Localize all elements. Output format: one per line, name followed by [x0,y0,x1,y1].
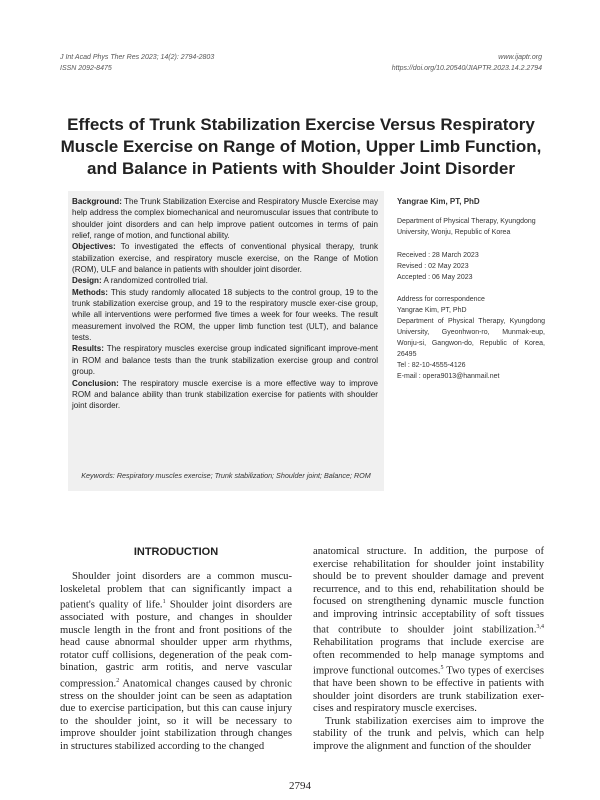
author-affiliation: Department of Physical Therapy, Kyungdong University, Wonju, Republic of Korea [397,218,536,236]
accepted-date: Accepted : 06 May 2023 [397,274,473,281]
revised-date: Revised : 02 May 2023 [397,263,469,270]
correspondence-heading: Address for correspondence [397,296,485,303]
abstract-design-label: Design: [72,276,102,286]
correspondence-address: Department of Physical Therapy, Kyungdong University, Gyeonhwon-ro, Munmak-eup, Wonju-si, Gangwon-do, Republic of Korea, 26495 [397,318,545,358]
journal-website-link[interactable]: www.ijaptr.org [498,54,542,61]
journal-header-right [392,52,542,74]
received-date: Received : 28 March 2023 [397,252,479,259]
body-column-right [313,546,544,753]
keywords-label: Keywords: [81,471,115,480]
citation-ref: 1 [162,599,166,605]
abstract-design: Design: A randomized controlled trial. [72,276,208,286]
abstract-conclusion-label: Conclusion: [72,378,119,388]
journal-header-left [60,52,214,74]
introduction-heading: INTRODUCTION [133,546,219,558]
journal-citation: J Int Acad Phys Ther Res 2023; 14(2): 2794-2803 [60,54,215,61]
intro-paragraph-2: anatomical structure. In addition, the purpose of exercise rehabilitation for shoulder joint instability should be to prevent shoulder damage and prevent recurrence, and to this end, rehabilitation should be focused on strengthening dynamic muscle function and improving intrinsic acceptability of soft tissues that contribute to shoulder joint stabilization.$^{3,4}$ Rehabilitation programs that include exercise are often recommended to help manage symptoms and improve functional outcomes.$^5$ Two types of exercises that have been shown to be effective in patients with shoulder joint disorders are trunk stabilization exer-cises and respiratory muscle exercises. [313,546,544,715]
keywords-list: Respiratory muscles exercise; Trunk stabilization; Shoulder joint; Balance; ROM [116,471,371,480]
correspondence-email[interactable]: E-mail : opera9013@hanmail.net [397,373,500,380]
abstract [72,196,378,412]
abstract-background-label: Background: [72,197,122,206]
author-info [397,196,545,382]
correspondence-tel: Tel : 82-10-4555-4126 [397,362,466,369]
author-name: Yangrae Kim, PT, PhD [397,197,480,206]
correspondence-name: Yangrae Kim, PT, PhD [397,307,467,314]
page-number: 2794 [289,780,311,792]
citation-ref: 2 [116,677,120,684]
intro-paragraph-3: Trunk stabilization exercises aim to improve the stability of the trunk and pelvis, which can help improve the alignment and function of the shoulder [313,715,544,752]
abstract-background: Background: The Trunk Stabilization Exercise and Respiratory Muscle Exercise may help address the complex biomechanical and neuromuscular issues that contribute to shoulder joint disorders and can help improve patient outcomes in terms of pain relief, range of motion, and functional ability. [72,197,378,241]
intro-paragraph-1: Shoulder joint disorders are a common muscu-loskeletal problem that can significantly impact a patient's quality of life.$^1$ Shoulder joint disorders are associated with posture, and changes in shoulder muscle length in the front and front positions of the head cause abnormal shoulder upper arm rhythms, rotator cuff collisions, degeneration of the peak com-bination, gastric arm rotitis, and nerve vascular compression.$^2$ Anatomical changes caused by chronic stress on the shoulder joint can be seen as adaptation due to exercise participation, but this can cause injury to the shoulder joint, so it will be necessary to improve shoulder joint stabilization through changes in structures stabilized according to the changed [60,571,292,752]
citation-ref: 5 [440,665,444,672]
keywords [68,471,384,480]
body-column-left [60,571,292,753]
abstract-objectives-label: Objectives: [72,242,116,252]
article-title: Effects of Trunk Stabilization Exercise Versus Respiratory Muscle Exercise on Range of Motion, Upper Limb Function, and Balance in Patients with Shoulder Joint Disorder [60,115,542,178]
abstract-objectives: Objectives: To investigated the effects of conventional physical therapy, trunk stabilization exercise, and respiratory muscle exercise, on the Range of Motion (ROM), ULF and balance in patients with shoulder joint disorder. [72,242,378,275]
issn: ISSN 2092-8475 [60,65,112,72]
citation-ref: 3,4 [536,624,544,630]
abstract-results-label: Results: [72,344,104,354]
doi-link[interactable]: https://doi.org/10.20540/JIAPTR.2023.14.2.2794 [391,65,542,72]
article-dates [397,250,545,283]
abstract-methods-label: Methods: [72,287,108,297]
abstract-conclusion: Conclusion: The respiratory muscle exercise is a more effective way to improve ROM and balance ability than trunk stabilization exercise for patients with shoulder joint disorder. [72,378,378,411]
abstract-results: Results: The respiratory muscles exercise group indicated significant improve-ment in ROM and balance tests than the trunk stabilization exercise group and control group. [72,344,378,377]
abstract-methods: Methods: This study randomly allocated 18 subjects to the control group, 19 to the trunk stabilization exercise group, and 19 to the respiratory muscle exer-cise group, while all interventions were performed five times a week for four weeks. The result measurement involved the ROM, the upper limb function test (ULT), and balance tests. [72,287,378,343]
